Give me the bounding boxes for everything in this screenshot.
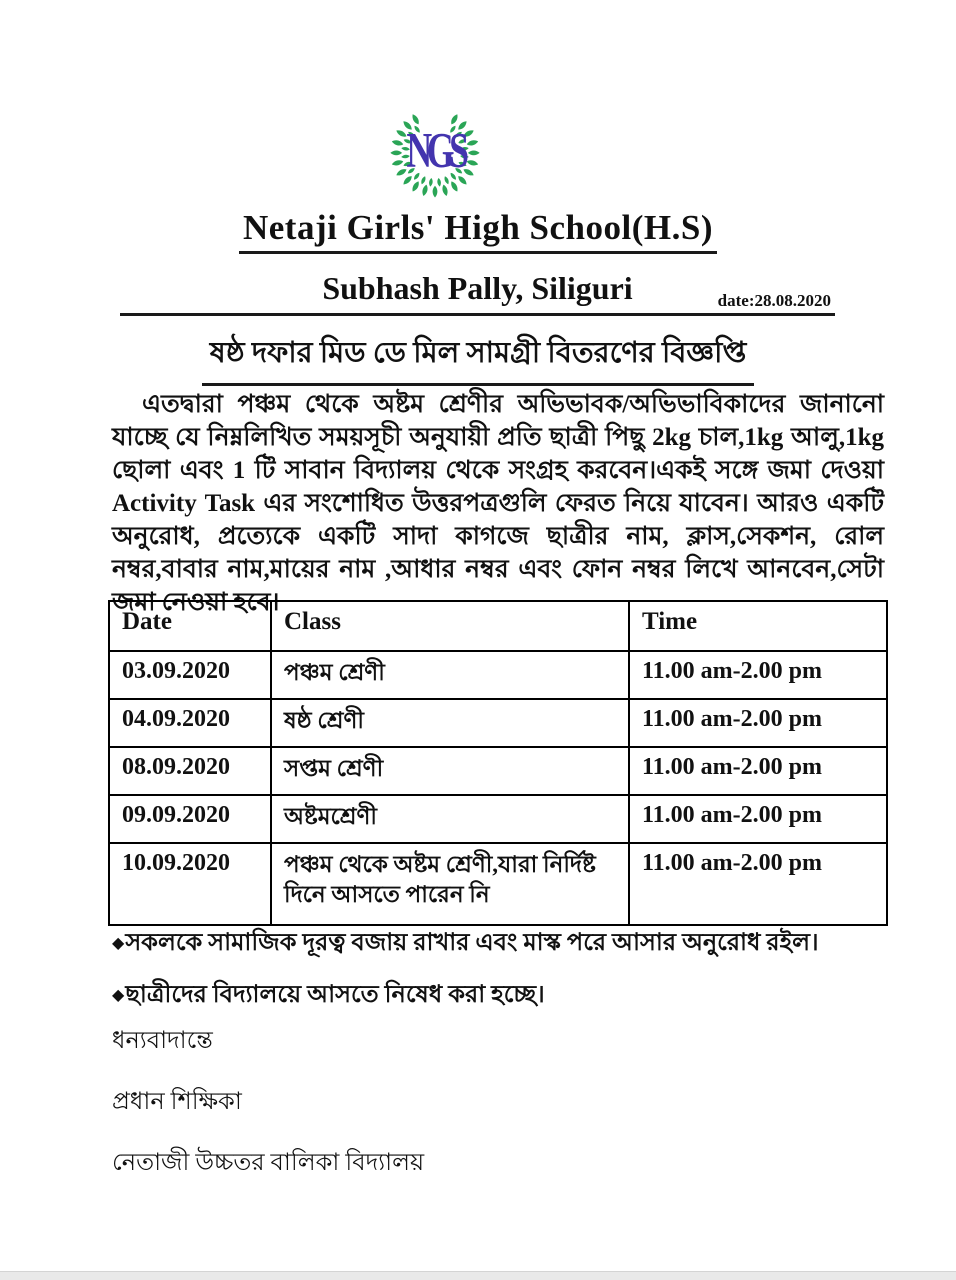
bottom-edge-strip	[0, 1271, 956, 1280]
notice-body: এতদ্বারা পঞ্চম থেকে অষ্টম শ্রেণীর অভিভাবক/অভিভাবিকাদের জানানো যাচ্ছে যে নিম্নলিখিত সময়সূচী অনুযায়ী প্রতি ছাত্রী পিছু 2kg চাল,1kg আলু,1kg ছোলা এবং 1 টি সাবান বিদ্যালয় থেকে সংগ্রহ করবেন।একই সঙ্গে জমা দেওয়া Activity Task এর সংশোধিত উত্তরপত্রগুলি ফেরত নিয়ে যাবেন। আরও একটি অনুরোধ, প্রত্যেকে একটি সাদা কাগজে ছাত্রীর নাম, ক্লাস,সেকশন, রোল নম্বর,বাবার নাম,মায়ের নাম ,আধার নম্বর এবং ফোন নম্বর লিখে আনবেন,সেটা জমা নেওয়া হবে।	[112, 391, 884, 616]
school-logo	[388, 96, 482, 206]
time-cell: 11.00 am-2.00 pm	[629, 699, 887, 747]
date-cell: 10.09.2020	[109, 843, 271, 925]
diamond-bullet-icon: ◆	[112, 987, 125, 1004]
bullet-text: সকলকে সামাজিক দূরত্ব বজায় রাখার এবং মাস্ক পরে আসার অনুরোধ রইল।	[125, 930, 819, 956]
closing-thanks: ধন্যবাদান্তে	[112, 1028, 213, 1054]
date-cell: 03.09.2020	[109, 651, 271, 699]
bullet-item	[112, 928, 892, 961]
time-cell: 11.00 am-2.00 pm	[629, 843, 887, 925]
laurel-wreath-icon	[388, 96, 482, 206]
table-row	[109, 795, 887, 843]
table-row	[109, 747, 887, 795]
column-header-class: Class	[271, 601, 629, 651]
closing-designation: প্রধান শিক্ষিকা	[112, 1089, 242, 1115]
diamond-bullet-icon: ◆	[112, 935, 125, 952]
date-cell: 04.09.2020	[109, 699, 271, 747]
time-cell: 11.00 am-2.00 pm	[629, 651, 887, 699]
class-cell: সপ্তম শ্রেণী	[271, 747, 629, 795]
column-header-date: Date	[109, 601, 271, 651]
closing-block	[112, 1022, 424, 1205]
class-cell: পঞ্চম থেকে অষ্টম শ্রেণী,যারা নির্দিষ্ট দিনে আসতে পারেন নি	[271, 843, 629, 925]
table-header-row	[109, 601, 887, 651]
column-header-time: Time	[629, 601, 887, 651]
notice-date: date:28.08.2020	[717, 291, 831, 310]
table-row	[109, 651, 887, 699]
time-cell: 11.00 am-2.00 pm	[629, 747, 887, 795]
table-row	[109, 843, 887, 925]
notice-title: ষষ্ঠ দফার মিড ডে মিল সামগ্রী বিতরণের বিজ্ঞপ্তি	[202, 330, 755, 386]
bullet-item	[112, 980, 892, 1013]
address-row	[120, 268, 835, 316]
class-cell: ষষ্ঠ শ্রেণী	[271, 699, 629, 747]
class-cell: পঞ্চম শ্রেণী	[271, 651, 629, 699]
class-cell: অষ্টমশ্রেণী	[271, 795, 629, 843]
closing-school-name: নেতাজী উচ্চতর বালিকা বিদ্যালয়	[112, 1150, 425, 1176]
school-address: Subhash Pally, Siliguri	[322, 270, 633, 306]
bullet-list	[112, 928, 892, 1032]
bullet-text: ছাত্রীদের বিদ্যালয়ে আসতে নিষেধ করা হচ্ছে।	[125, 982, 545, 1008]
date-cell: 09.09.2020	[109, 795, 271, 843]
logo-monogram: NGS	[406, 122, 464, 179]
date-cell: 08.09.2020	[109, 747, 271, 795]
schedule-table	[108, 600, 888, 926]
time-cell: 11.00 am-2.00 pm	[629, 795, 887, 843]
school-name: Netaji Girls' High School(H.S)	[239, 208, 717, 254]
table-row	[109, 699, 887, 747]
